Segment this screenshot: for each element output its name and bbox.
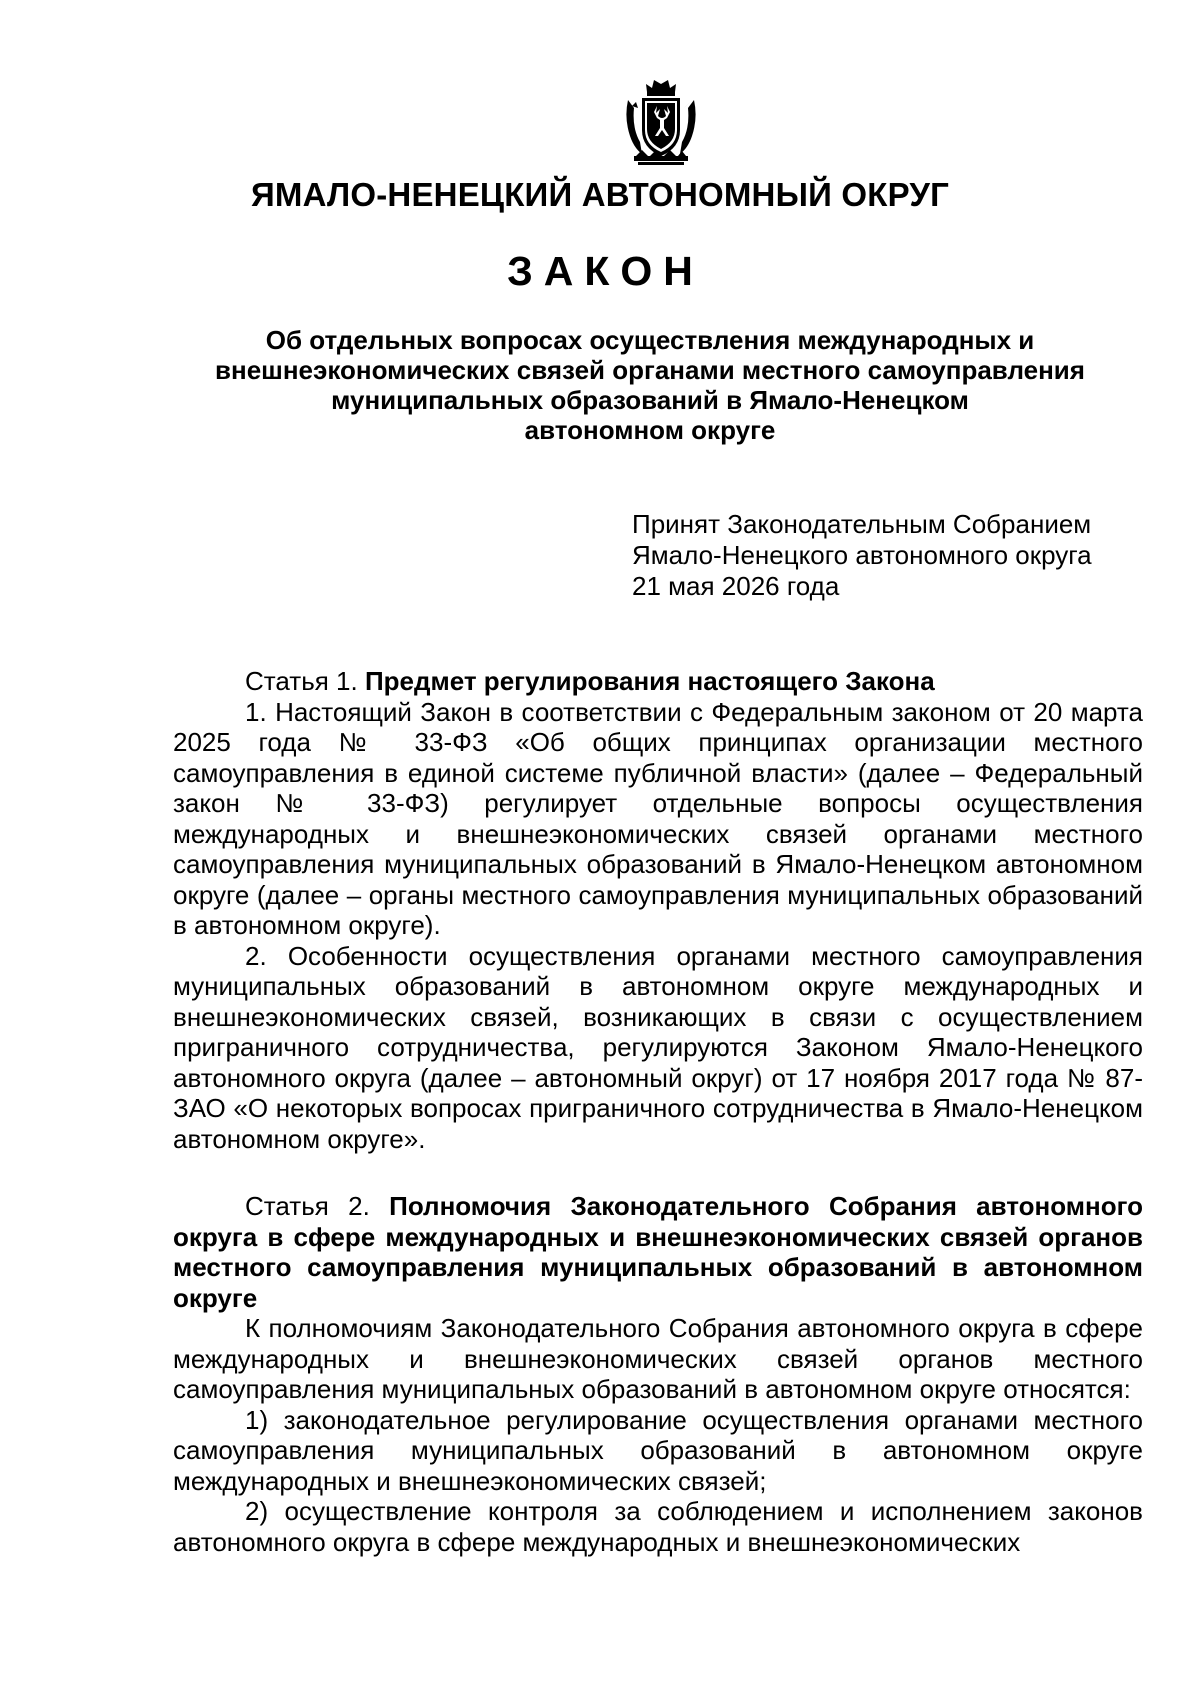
article-label: Статья 1. [245, 666, 358, 696]
adoption-line: 21 мая 2026 года [632, 571, 840, 601]
law-title-line: автономном округе [524, 415, 776, 445]
region-name: ЯМАЛО-НЕНЕЦКИЙ АВТОНОМНЫЙ ОКРУГ [250, 176, 950, 213]
adoption-line: Ямало-Ненецкого автономного округа [632, 540, 1092, 570]
article-1 [173, 666, 1143, 1154]
article-heading [173, 1191, 1143, 1313]
article-2 [173, 1191, 1143, 1557]
law-title-line: Об отдельных вопросах осуществления международных и [265, 325, 1035, 355]
article-paragraph: 2) осуществление контроля за соблюдением и исполнением законов автономного округа в сфере международных и внешнеэкономических [173, 1496, 1143, 1557]
yamal-coat-of-arms-icon [620, 78, 702, 168]
adoption-note [632, 509, 1092, 602]
law-title-line: муниципальных образований в Ямало-Ненецком [331, 385, 969, 415]
article-paragraph: 1) законодательное регулирование осуществления органами местного самоуправления муниципальных образований в автономном округе международных и внешнеэкономических связей; [173, 1404, 1143, 1496]
law-title [170, 325, 1130, 445]
article-paragraph: 2. Особенности осуществления органами местного самоуправления муниципальных образований в автономном округе международных и внешнеэкономических связей, возникающих в связи с осуществлением приграничного сотрудничества, регулируются Законом Ямало-Ненецкого автономного округа (далее – автономный округ) от 17 ноября 2017 года № 87-ЗАО «О некоторых вопросах приграничного сотрудничества в Ямало-Ненецком автономном округе». [173, 940, 1143, 1154]
article-paragraph: 1. Настоящий Закон в соответствии с Федеральным законом от 20 марта 2025 года № 33-ФЗ «Об общих принципах организации местного самоуправления в единой системе публичной власти» (далее – Федеральный закон № 33-ФЗ) регулирует отдельные вопросы осуществления международных и внешнеэкономических связей органами местного самоуправления муниципальных образований в Ямало-Ненецком автономном округе (далее – органы местного самоуправления муниципальных образований в автономном округе). [173, 696, 1143, 940]
article-title: Полномочия Законодательного Собрания автономного округа в сфере международных и внешнеэкономических связей органов местного самоуправления муниципальных образований в автономном округе [173, 1191, 1143, 1313]
article-title: Предмет регулирования настоящего Закона [364, 666, 935, 696]
document-type: ЗАКОН [507, 248, 704, 294]
article-paragraph: К полномочиям Законодательного Собрания автономного округа в сфере международных и внешнеэкономических связей органов местного самоуправления муниципальных образований в автономном округе относятся: [173, 1313, 1143, 1404]
article-label: Статья 2. [245, 1191, 370, 1221]
adoption-line: Принят Законодательным Собранием [632, 509, 1092, 539]
article-heading [173, 666, 1143, 697]
law-title-line: внешнеэкономических связей органами местного самоуправления [215, 355, 1085, 385]
